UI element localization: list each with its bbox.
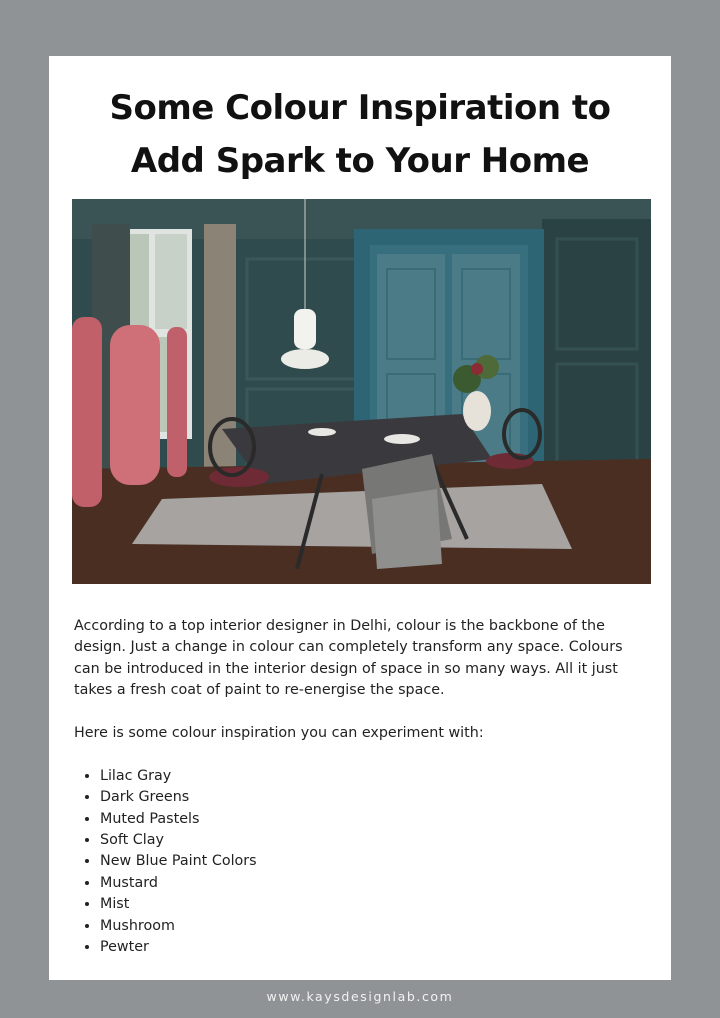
list-item: • Mushroom (100, 916, 644, 937)
list-item: • Dark Greens (100, 787, 644, 808)
interior-photo (72, 199, 651, 584)
list-item: • Mist (100, 894, 644, 915)
list-item: • New Blue Paint Colors (100, 851, 644, 872)
colour-list-lead: Here is some colour inspiration you can experiment with: (74, 725, 484, 742)
page-title (49, 82, 671, 188)
list-item: • Pewter (100, 937, 644, 958)
list-item: • Mustard (100, 873, 644, 894)
footer-website[interactable]: www.kaysdesignlab.com (266, 989, 454, 1004)
article-card (49, 56, 671, 980)
list-item: • Lilac Gray (100, 766, 644, 787)
title-line-1: Some Colour Inspiration to (109, 88, 611, 128)
article-body (74, 616, 644, 958)
list-item: • Soft Clay (100, 830, 644, 851)
intro-paragraph: According to a top interior designer in Delhi, colour is the backbone of the design. Just a change in colour can completely transform any space. Colours can be introduced in the interior design of space in so many ways. All it just takes a fresh coat of paint to re-energise the space. (74, 618, 623, 699)
colour-list (74, 766, 644, 959)
title-line-2: Add Spark to Your Home (130, 141, 590, 181)
list-item: • Muted Pastels (100, 809, 644, 830)
